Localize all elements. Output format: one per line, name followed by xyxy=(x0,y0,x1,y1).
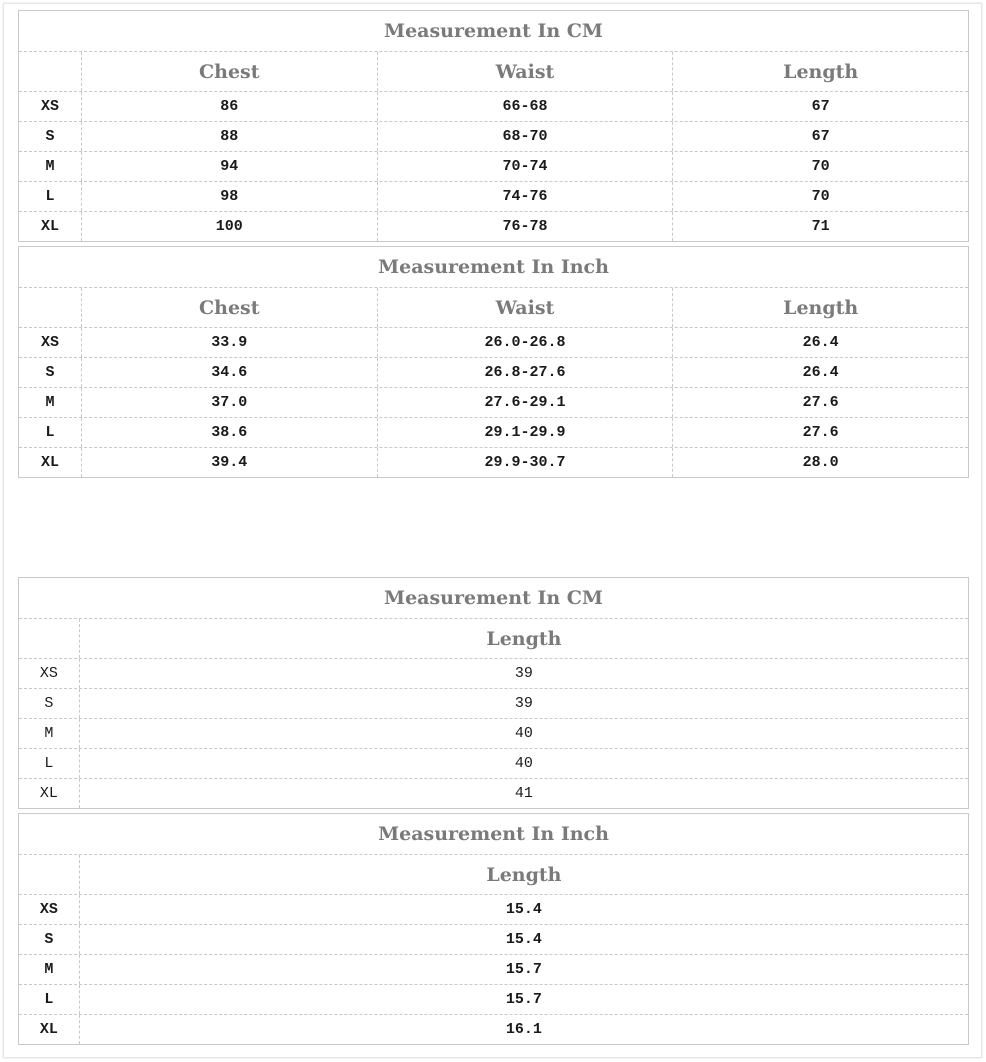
table-row xyxy=(19,357,968,387)
size-label: XL xyxy=(40,218,59,235)
table-row xyxy=(19,688,968,718)
table-row xyxy=(19,658,968,688)
chest-value: 38.6 xyxy=(81,418,377,447)
table-row xyxy=(19,748,968,778)
waist-value: 26.0-26.8 xyxy=(377,328,673,357)
length-value: 39 xyxy=(79,689,968,718)
waist-value: 66-68 xyxy=(377,92,673,121)
length-value: 26.4 xyxy=(672,328,968,357)
table-row xyxy=(19,954,968,984)
header-size xyxy=(19,619,79,658)
waist-value: 29.1-29.9 xyxy=(377,418,673,447)
size-table-inch xyxy=(18,246,969,478)
length-value: 70 xyxy=(672,182,968,211)
header-length: Length xyxy=(79,855,968,894)
size-label: S xyxy=(44,695,54,712)
table-row xyxy=(19,718,968,748)
length-value: 39 xyxy=(79,659,968,688)
table-title: Measurement In Inch xyxy=(378,256,609,278)
table-title: Measurement In Inch xyxy=(378,823,609,845)
length-value: 27.6 xyxy=(672,418,968,447)
length-value: 67 xyxy=(672,92,968,121)
size-label: S xyxy=(44,931,54,948)
table-row xyxy=(19,984,968,1014)
chest-value: 37.0 xyxy=(81,388,377,417)
table-row xyxy=(19,91,968,121)
waist-value: 29.9-30.7 xyxy=(377,448,673,477)
size-label: M xyxy=(44,961,54,978)
table-row xyxy=(19,181,968,211)
header-size xyxy=(19,52,81,91)
length-value: 15.7 xyxy=(79,955,968,984)
header-waist: Waist xyxy=(377,52,673,91)
chest-value: 100 xyxy=(81,212,377,241)
header-length: Length xyxy=(79,619,968,658)
length-value: 15.4 xyxy=(79,925,968,954)
table-title: Measurement In CM xyxy=(384,587,603,609)
size-label: M xyxy=(45,158,55,175)
waist-value: 26.8-27.6 xyxy=(377,358,673,387)
table-row xyxy=(19,894,968,924)
table-row xyxy=(19,447,968,477)
header-length: Length xyxy=(672,52,968,91)
table-row xyxy=(19,327,968,357)
length-table-inch xyxy=(18,813,969,1045)
length-value: 40 xyxy=(79,719,968,748)
length-value: 27.6 xyxy=(672,388,968,417)
size-label: M xyxy=(44,725,54,742)
length-value: 15.4 xyxy=(79,895,968,924)
table-title: Measurement In CM xyxy=(384,20,603,42)
chest-value: 88 xyxy=(81,122,377,151)
size-label: L xyxy=(44,991,54,1008)
length-value: 41 xyxy=(79,779,968,808)
size-label: XL xyxy=(39,1021,58,1038)
size-table-cm xyxy=(18,10,969,242)
length-value: 71 xyxy=(672,212,968,241)
table-row xyxy=(19,211,968,241)
table-row xyxy=(19,121,968,151)
size-label: L xyxy=(45,424,55,441)
length-value: 16.1 xyxy=(79,1015,968,1044)
header-length: Length xyxy=(672,288,968,327)
size-label: L xyxy=(44,755,54,772)
header-size xyxy=(19,288,81,327)
length-value: 15.7 xyxy=(79,985,968,1014)
chest-value: 39.4 xyxy=(81,448,377,477)
header-chest: Chest xyxy=(81,288,377,327)
size-label: S xyxy=(45,364,55,381)
length-value: 26.4 xyxy=(672,358,968,387)
table-row xyxy=(19,417,968,447)
chest-value: 33.9 xyxy=(81,328,377,357)
table-row xyxy=(19,151,968,181)
waist-value: 76-78 xyxy=(377,212,673,241)
chest-value: 34.6 xyxy=(81,358,377,387)
chest-value: 86 xyxy=(81,92,377,121)
length-table-cm xyxy=(18,577,969,809)
table-row xyxy=(19,387,968,417)
size-label: S xyxy=(45,128,55,145)
length-value: 28.0 xyxy=(672,448,968,477)
size-label: M xyxy=(45,394,55,411)
size-label: XS xyxy=(40,98,59,115)
chest-value: 98 xyxy=(81,182,377,211)
size-label: XS xyxy=(39,665,58,682)
length-value: 67 xyxy=(672,122,968,151)
waist-value: 70-74 xyxy=(377,152,673,181)
chest-value: 94 xyxy=(81,152,377,181)
size-label: XS xyxy=(40,334,59,351)
table-row xyxy=(19,924,968,954)
table-row xyxy=(19,1014,968,1044)
table-row xyxy=(19,778,968,808)
header-size xyxy=(19,855,79,894)
size-label: L xyxy=(45,188,55,205)
length-value: 70 xyxy=(672,152,968,181)
header-waist: Waist xyxy=(377,288,673,327)
header-chest: Chest xyxy=(81,52,377,91)
size-label: XL xyxy=(40,454,59,471)
waist-value: 27.6-29.1 xyxy=(377,388,673,417)
size-label: XL xyxy=(39,785,58,802)
waist-value: 74-76 xyxy=(377,182,673,211)
size-label: XS xyxy=(39,901,58,918)
length-value: 40 xyxy=(79,749,968,778)
waist-value: 68-70 xyxy=(377,122,673,151)
